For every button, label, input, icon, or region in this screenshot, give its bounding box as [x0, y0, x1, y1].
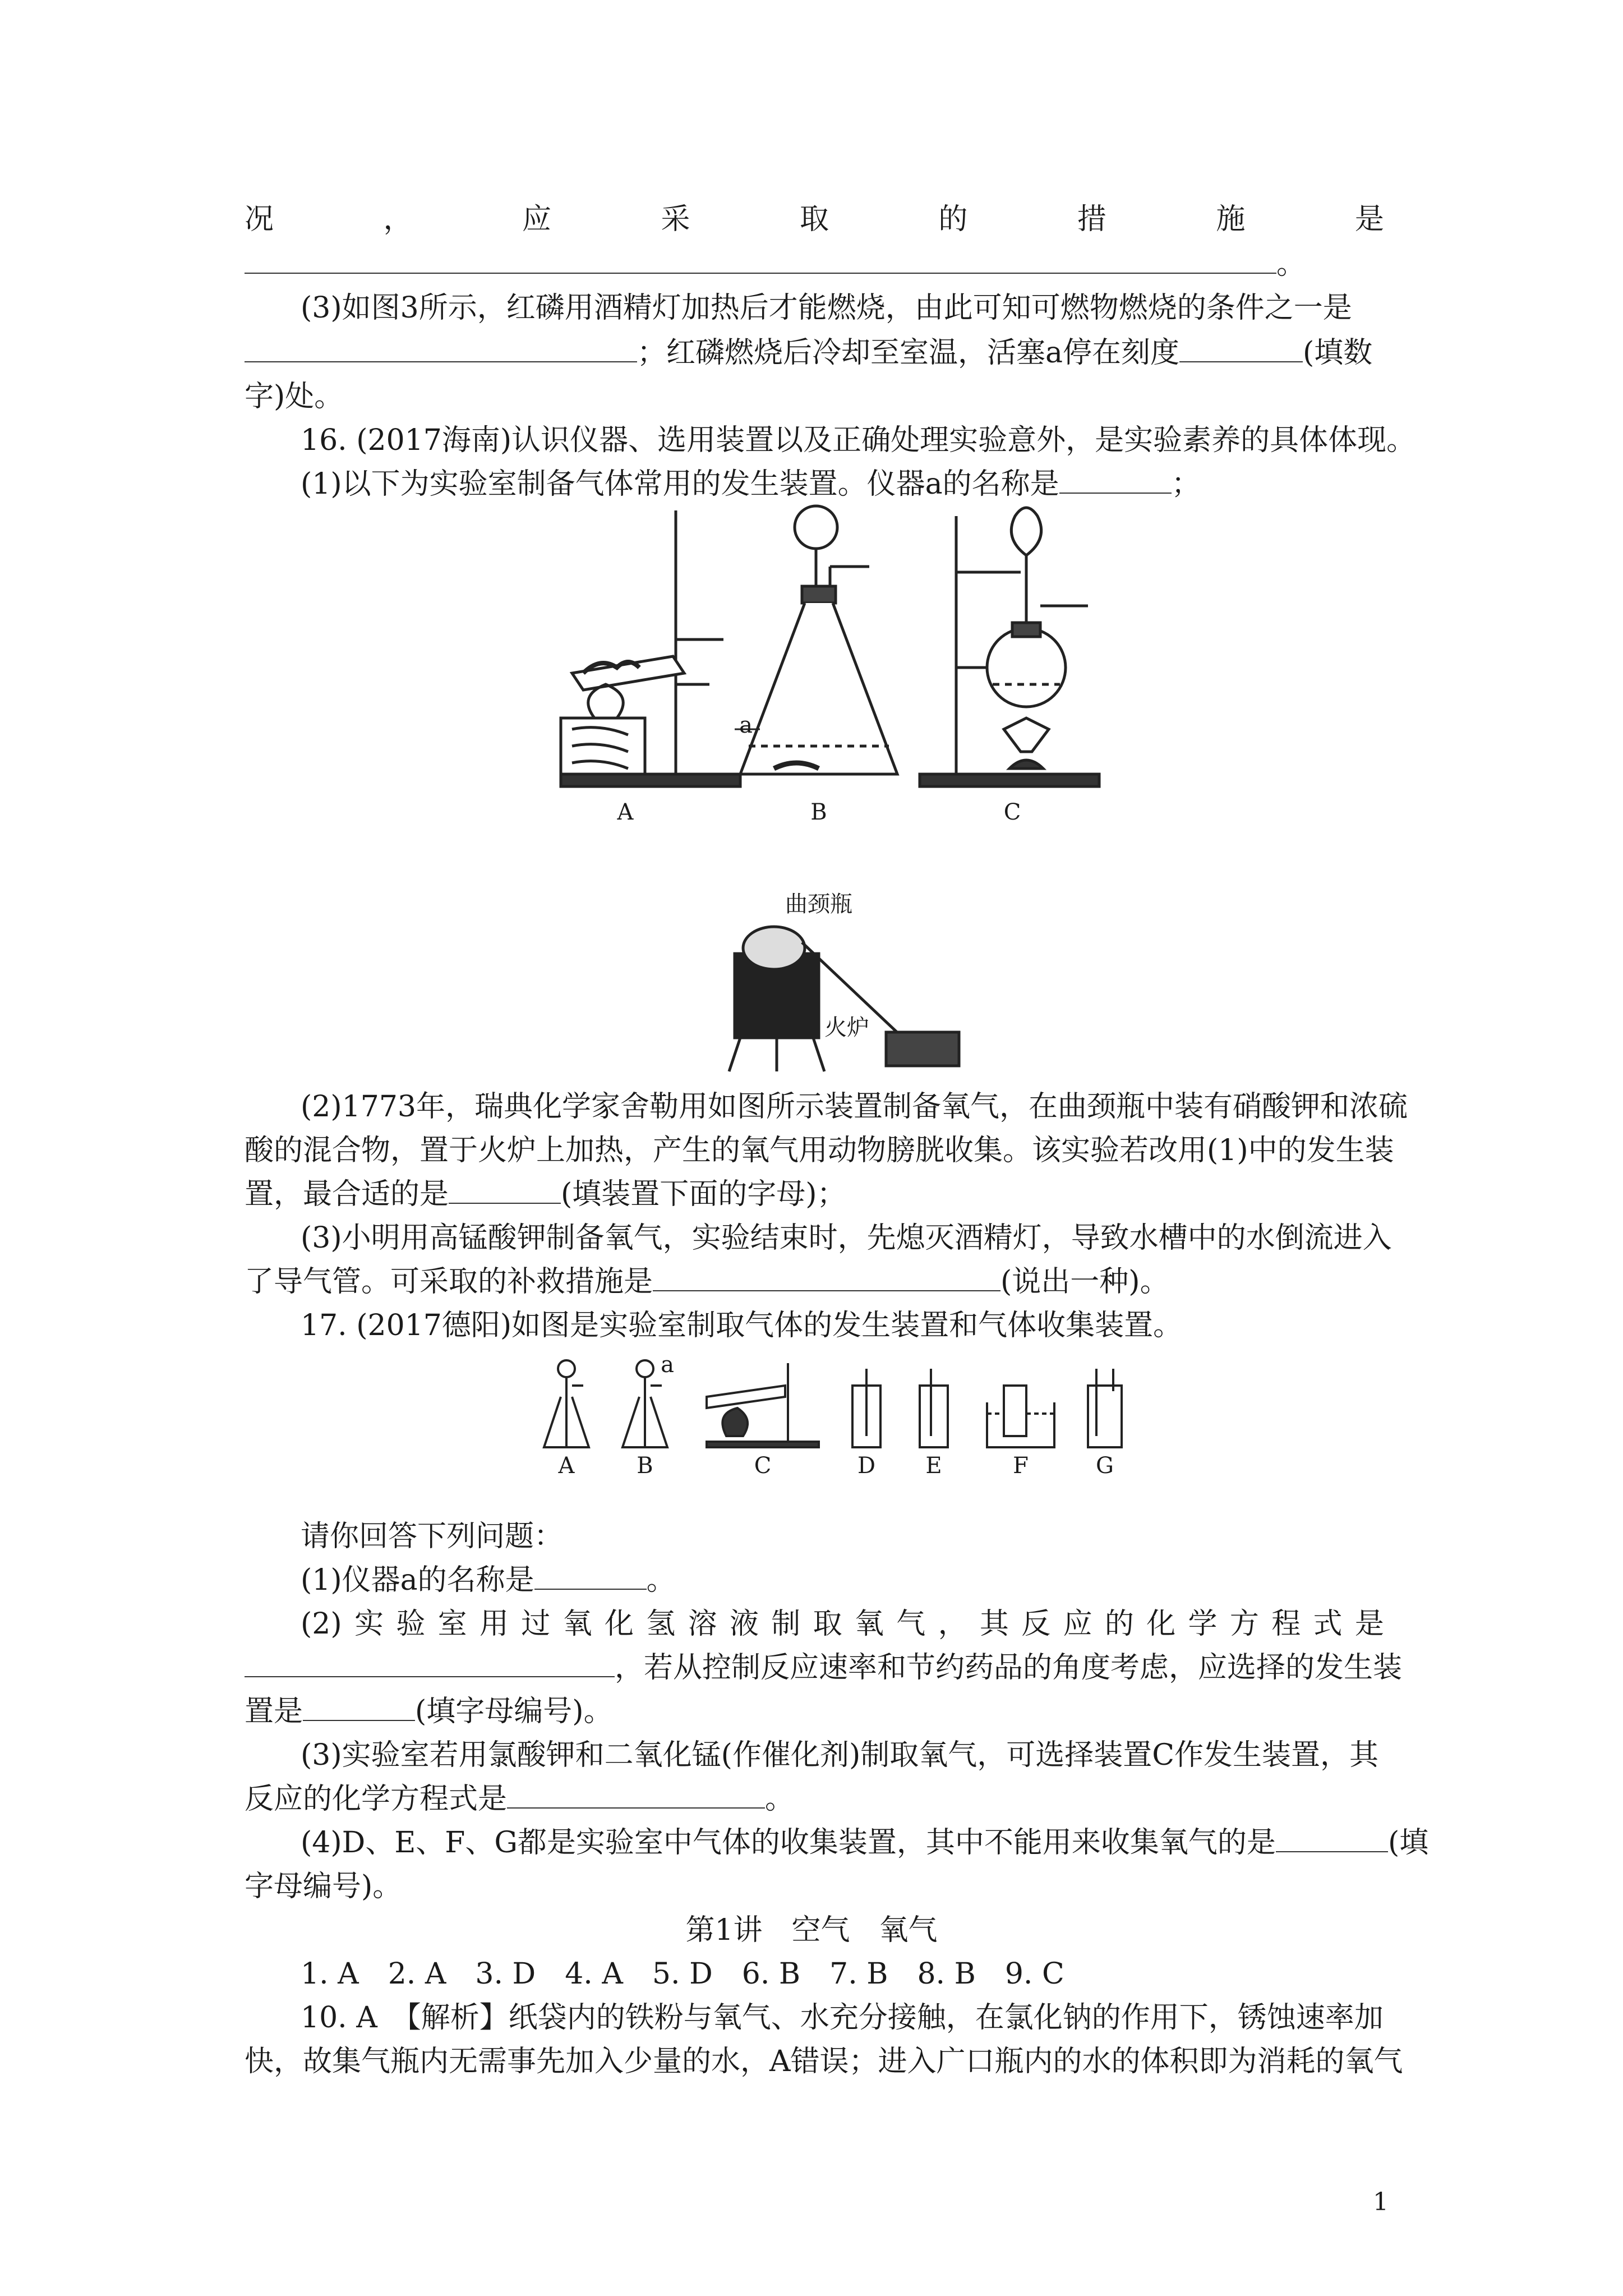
flask-label-a: a	[739, 712, 753, 738]
scheele-apparatus-figure	[718, 891, 976, 1077]
page-number: 1	[1373, 2188, 1389, 2216]
q17-p1: (1)仪器a的名称是 。	[301, 1563, 676, 1597]
q17-p3-b: 反应的化学方程式是 。	[245, 1782, 795, 1816]
justified-char: 其	[979, 1607, 1009, 1641]
label-a: A	[558, 1453, 575, 1479]
q16-p3-b: 了导气管。可采取的补救措施是 (说出一种)。	[245, 1265, 1169, 1299]
apparatus-c	[920, 508, 1099, 786]
answer-blank[interactable]	[303, 1694, 415, 1721]
q16-p3-a: (3)小明用高锰酸钾制备氧气，实验结束时，先熄灭酒精灯，导致水槽中的水倒流进入	[301, 1221, 1392, 1255]
justified-char: 的	[1104, 1607, 1134, 1641]
answer-blank[interactable]	[245, 1650, 615, 1677]
q15-justified-line	[245, 197, 1384, 241]
funnel-label-a: a	[661, 1352, 674, 1378]
label-a: A	[617, 799, 634, 825]
justified-char: 氢	[646, 1607, 676, 1641]
apparatus-drawings	[550, 505, 1110, 841]
answer-blank[interactable]	[1179, 335, 1303, 362]
q16-stem: 16. (2017海南)认识仪器、选用装置以及正确处理实验意外，是实验素养的具体体现。	[301, 424, 1416, 457]
justified-char: 应	[1063, 1607, 1092, 1641]
justified-char: 学	[1188, 1607, 1218, 1641]
justified-char: 气	[896, 1607, 926, 1641]
label-c: C	[754, 1453, 772, 1479]
q17-p2-b: ，若从控制反应速率和节约药品的角度考虑，应选择的发生装	[245, 1646, 1384, 1690]
justified-char: 溶	[688, 1607, 717, 1641]
q17-p2-justified	[301, 1602, 1384, 1646]
flask-label: 曲颈瓶	[785, 891, 852, 917]
justified-char: 应	[522, 203, 551, 236]
justified-char: 取	[813, 1607, 842, 1641]
q17-p2-c: 置是 (填字母编号)。	[245, 1695, 613, 1728]
apparatus-a	[561, 510, 740, 786]
justified-char: 程	[1271, 1607, 1301, 1641]
label-c: C	[1003, 799, 1021, 825]
label-g: G	[1096, 1453, 1114, 1479]
q15-p3-a: (3)如图3所示，红磷用酒精灯加热后才能燃烧，由此可知可燃物燃烧的条件之一是	[301, 291, 1352, 325]
justified-char: 氧	[562, 1607, 592, 1641]
answer-blank[interactable]	[449, 1177, 561, 1204]
justified-char: 况	[245, 203, 274, 236]
justified-char: 式	[1313, 1607, 1343, 1641]
justified-char: 是	[1354, 1607, 1384, 1641]
q15-p3-d: 字)处。	[245, 380, 344, 413]
answer-blank[interactable]	[534, 1563, 647, 1590]
label-f: F	[1013, 1453, 1029, 1479]
justified-char: 验	[396, 1607, 426, 1641]
justified-char: (2)	[301, 1607, 342, 1641]
justified-char: 用	[479, 1607, 509, 1641]
label-b: B	[637, 1453, 653, 1479]
q16-p1: (1)以下为实验室制备气体常用的发生装置。仪器a的名称是 ；	[301, 467, 1201, 501]
q16-p2-a: (2)1773年，瑞典化学家舍勒用如图所示装置制备氧气，在曲颈瓶中装有硝酸钾和浓硫	[301, 1090, 1408, 1124]
answer-blank[interactable]	[1276, 1825, 1388, 1852]
label-d: D	[857, 1453, 876, 1479]
apparatus-b	[735, 506, 897, 774]
justified-char: 实	[354, 1607, 384, 1641]
justified-char: 反	[1021, 1607, 1051, 1641]
justified-char: 措	[1077, 203, 1106, 236]
justified-char: 氧	[854, 1607, 884, 1641]
answer-blank[interactable]	[245, 247, 1276, 274]
answer-10-a: 10. A 【解析】纸袋内的铁粉与氧气、水充分接触，在氯化钠的作用下，锈蚀速率加	[301, 2001, 1384, 2035]
justified-char: 的	[938, 203, 968, 236]
answer-10-b: 快，故集气瓶内无需事先加入少量的水，A错误；进入广口瓶内的水的体积即为消耗的氧气	[245, 2045, 1403, 2078]
answer-blank[interactable]	[245, 335, 637, 362]
justified-char: 化	[1146, 1607, 1176, 1641]
answers-heading: 第1讲 空气 氧气	[685, 1913, 938, 1947]
answer-blank[interactable]	[507, 1782, 765, 1809]
label-e: E	[925, 1453, 942, 1479]
q17-intro: 请你回答下列问题：	[301, 1520, 564, 1553]
justified-char: 是	[1354, 203, 1384, 236]
justified-char: 取	[799, 203, 829, 236]
furnace-label: 火炉	[824, 1015, 869, 1041]
q17-apparatus-figure	[538, 1352, 1155, 1492]
justified-char: ，	[383, 203, 413, 236]
justified-char: 采	[661, 203, 690, 236]
justified-char: 施	[1216, 203, 1246, 236]
q17-p3-a: (3)实验室若用氯酸钾和二氧化锰(作催化剂)制取氧气，可选择装置C作发生装置，其	[301, 1738, 1379, 1772]
answer-blank[interactable]	[1059, 467, 1172, 494]
justified-char: 室	[437, 1607, 467, 1641]
justified-char: ，	[938, 1607, 967, 1641]
q16-p2-b: 酸的混合物，置于火炉上加热，产生的氧气用动物膀胱收集。该实验若改用(1)中的发生装	[245, 1134, 1394, 1167]
justified-char: 方	[1229, 1607, 1259, 1641]
justified-char: 过	[521, 1607, 551, 1641]
q15-answer-line: 。	[245, 242, 1384, 286]
q16-apparatus-figure	[550, 505, 1110, 841]
q15-p3-b-line: ；红磷燃烧后冷却至室温，活塞a停在刻度 (填数	[245, 331, 1384, 375]
answers-mc: 1. A 2. A 3. D 4. A 5. D 6. B 7. B 8. B 9. C	[301, 1957, 1064, 1991]
q17-p4-b: 字母编号)。	[245, 1870, 402, 1903]
justified-char: 制	[771, 1607, 801, 1641]
justified-char: 化	[604, 1607, 634, 1641]
q17-stem: 17. (2017德阳)如图是实验室制取气体的发生装置和气体收集装置。	[301, 1309, 1183, 1342]
answer-blank[interactable]	[653, 1264, 1000, 1291]
scheele-drawing	[718, 898, 976, 1077]
q16-p2-c: 置，最合适的是 (填装置下面的字母)；	[245, 1177, 846, 1211]
q17-p4-a: (4)D、E、F、G都是实验室中气体的收集装置，其中不能用来收集氧气的是 (填	[301, 1826, 1429, 1860]
justified-char: 液	[729, 1607, 759, 1641]
label-b: B	[810, 799, 827, 825]
